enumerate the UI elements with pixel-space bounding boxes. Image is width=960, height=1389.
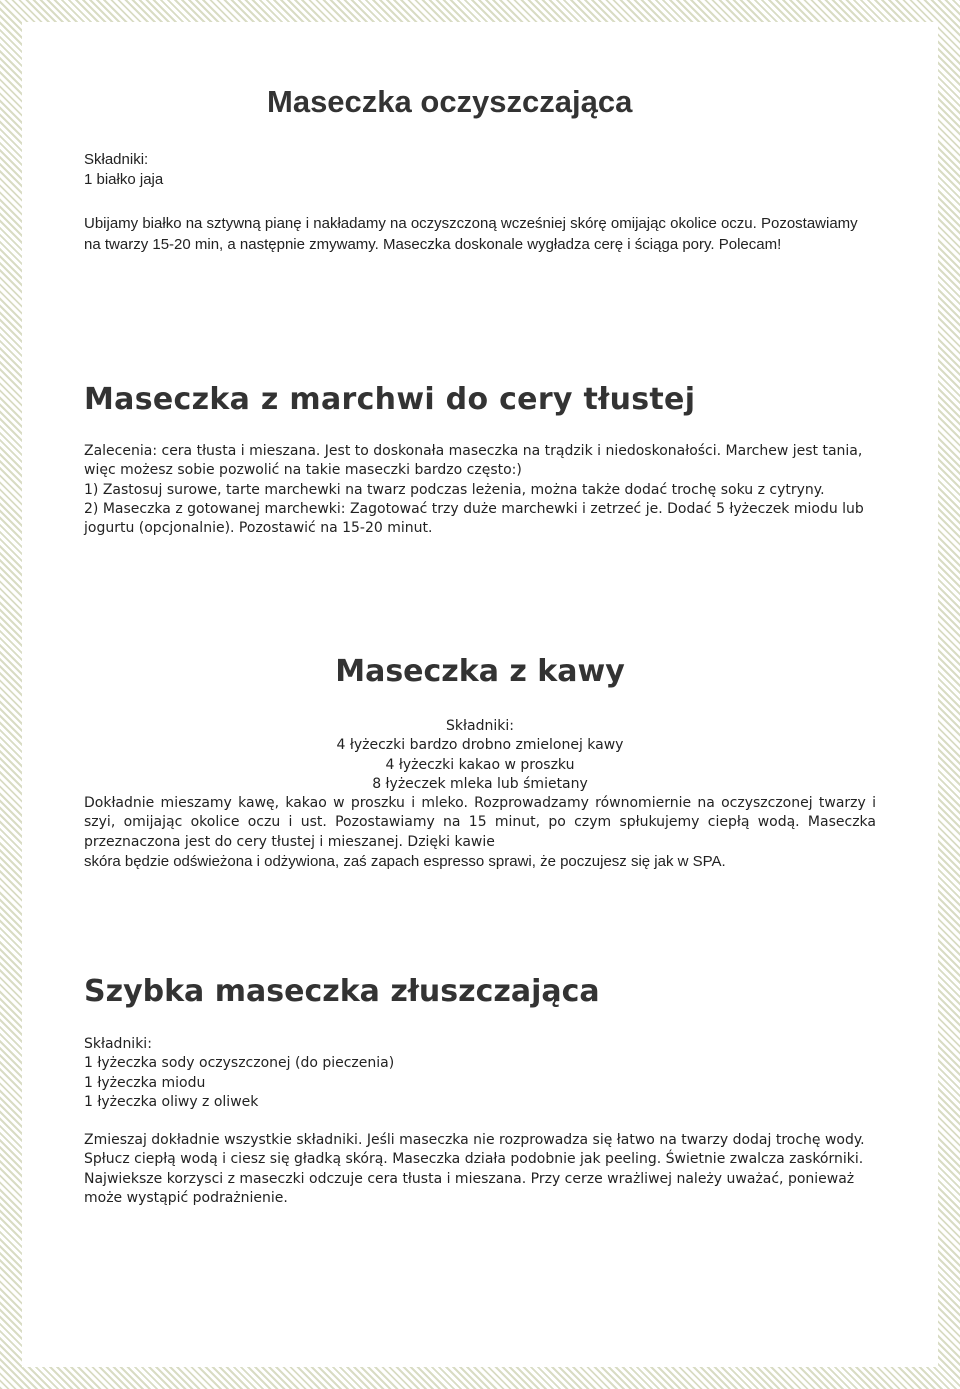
- recommendation-paragraph: Zalecenia: cera tłusta i mieszana. Jest to doskonała maseczka na trądzik i niedoskonałości. Marchew jest tania, więc możesz sobie pozwolić na takie maseczki bardzo często:): [84, 443, 863, 479]
- ingredient-item: 4 łyżeczki kakao w proszku: [385, 756, 575, 773]
- section-title-coffee-mask: Maseczka z kawy: [335, 654, 625, 689]
- instructions-text: Dokładnie mieszamy kawę, kakao w proszku i mleko. Rozprowadzamy równomiernie na oczyszczonej twarzy i szyi, omijając okolice oczu i ust. Pozostawiamy na 15 minut, po czym spłukujemy ciepłą wodą. Maseczka przeznaczona jest do cery tłustej i mieszanej. Dzięki kawie: [84, 795, 876, 850]
- instructions-text-end: skóra będzie odświeżona i odżywiona, zaś zapach espresso sprawi, że poczujesz się jak w SPA.: [84, 852, 726, 870]
- section-title-cleansing-mask: Maseczka oczyszczająca: [267, 84, 633, 119]
- ingredient-item: 1 łyżeczka oliwy z oliwek: [84, 1093, 259, 1110]
- ingredients-block: [0, 717, 960, 794]
- ingredients-block: [84, 1035, 394, 1112]
- ingredient-item: 4 łyżeczki bardzo drobno zmielonej kawy: [336, 737, 624, 754]
- ingredients-label: Składniki:: [84, 1036, 152, 1052]
- ingredients-label: Składniki:: [446, 718, 514, 734]
- step-paragraph: 1) Zastosuj surowe, tarte marchewki na twarz podczas leżenia, można także dodać trochę soku z cytryny.: [84, 481, 825, 498]
- ingredient-item: 1 łyżeczka sody oczyszczonej (do pieczenia): [84, 1055, 395, 1072]
- instructions-text: Ubijamy białko na sztywną pianę i nakładamy na oczyszczoną wcześniej skórę omijając okolice oczu. Pozostawiamy na twarzy 15-20 min, a następnie zmywamy. Maseczka doskonale wygładza cerę i ściąga pory. Polecam!: [84, 215, 858, 253]
- section-title-carrot-mask: Maseczka z marchwi do cery tłustej: [84, 382, 696, 417]
- ingredients-block: [84, 150, 163, 190]
- ingredient-item: 8 łyżeczek mleka lub śmietany: [372, 775, 588, 792]
- instructions-block: [84, 442, 884, 538]
- ingredient-item: 1 białko jaja: [84, 171, 164, 188]
- ingredients-label: Składniki:: [84, 151, 149, 168]
- instructions-block: [84, 794, 876, 871]
- instructions-text: Zmieszaj dokładnie wszystkie składniki. Jeśli maseczka nie rozprowadza się łatwo na twarzy dodaj trochę wody. Spłucz ciepłą wodą i ciesz się gładką skórą. Maseczka działa podobnie jak peeling. Świetnie zwalcza zaskórniki. Najwieksze korzysci z maseczki odczuje cera tłusta i mieszana. Przy cerze wrażliwej należy uważać, ponieważ może wystąpić podrażnienie.: [84, 1132, 865, 1206]
- ingredient-item: 1 łyżeczka miodu: [84, 1074, 206, 1091]
- section-title-exfoliating-mask: Szybka maseczka złuszczająca: [84, 974, 600, 1009]
- step-paragraph: 2) Maseczka z gotowanej marchewki: Zagotować trzy duże marchewki i zetrzeć je. Dodać 5 łyżeczek miodu lub jogurtu (opcjonalnie). Pozostawić na 15-20 minut.: [84, 500, 864, 537]
